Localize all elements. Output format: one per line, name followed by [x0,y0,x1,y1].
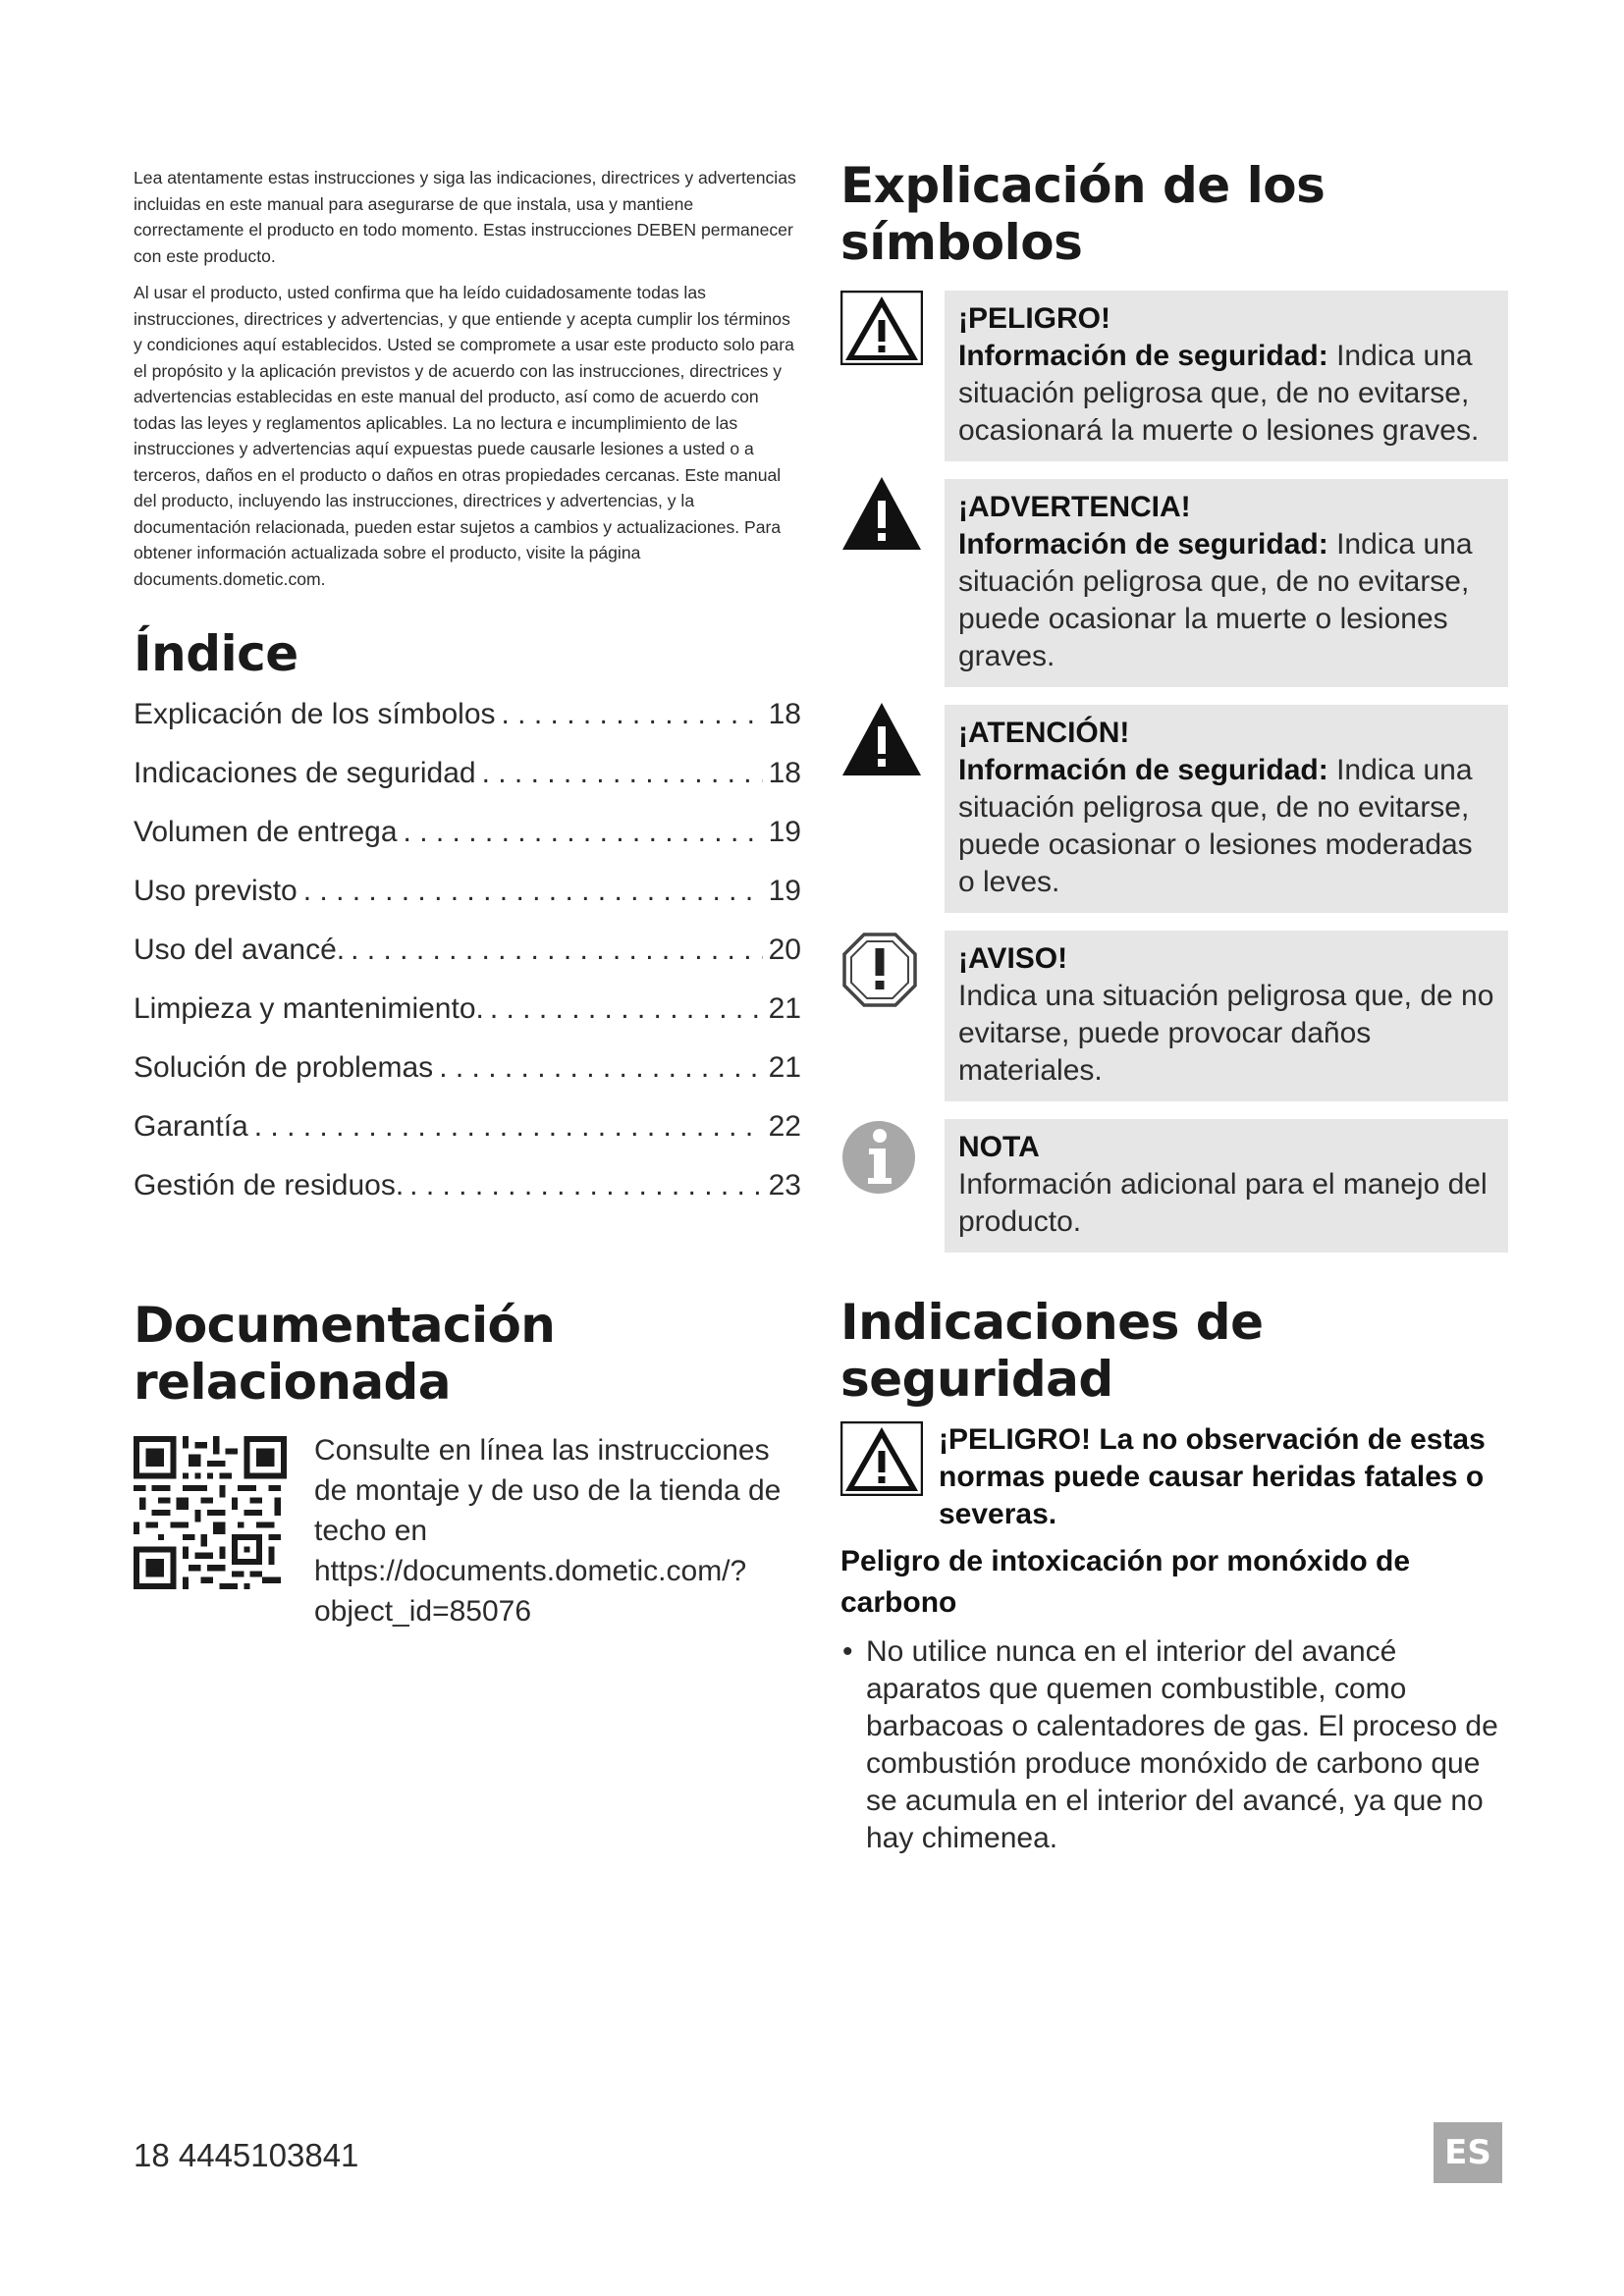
safety-subheading: Peligro de intoxicación por monóxido de carbono [840,1545,1411,1619]
index-title: Índice [134,625,298,682]
safety-bullet-text: No utilice nunca en el interior del avancé aparatos que quemen combustible, como barbacoas o calentadores de gas. El proceso de combustión produce monóxido de carbono que se acumula en el interior del avancé, ya que no hay chimenea. [866,1635,1498,1854]
intro-paragraph-2: Al usar el producto, usted confirma que ha leído cuidadosamente todas las instrucciones, directrices y advertencias, y que entiende y acepta cumplir los términos y condiciones aquí establecidos. Usted se compromete a usar este producto solo para el propósito y la aplicación previstos y de acuerdo con las instrucciones, directrices y advertencias establecidas en este manual del producto, así como de acuerdo con todas las leyes y reglamentos aplicables. La no lectura e incumplimiento de las instrucciones y advertencias aquí expuestas puede causarle lesiones a usted o a terceros, daños en el producto o daños en otras propiedades cercanas. Este manual del producto, incluyendo las instrucciones, directrices y advertencias, y la documentación relacionada, pueden estar sujetos a cambios y actualizaciones. Para obtener información actualizada sobre el producto, visite la página documents.dometic.com. [134,283,794,589]
symbol-danger [840,291,1508,461]
safety-danger-block [840,1421,1508,1533]
toc-item[interactable]: Indicaciones de seguridad . . . 18 [134,757,801,816]
safety-danger-text: ¡PELIGRO! La no observación de estas normas puede causar heridas fatales o severas. [939,1423,1486,1530]
symbol-description: Indica una situación peligrosa que, de no evitarse, puede provocar daños materiales. [958,980,1494,1087]
left-column [134,165,801,1631]
related-docs-title: Documentación relacionada [134,1297,556,1411]
related-docs-text: Consulte en línea las instrucciones de montaje y de uso de la tienda de techo en https://documents.dometic.com/?object_id=85076 [314,1434,782,1628]
symbol-heading: ¡AVISO! [958,942,1068,975]
safety-title: Indicaciones de seguridad [840,1294,1264,1408]
safety-info-label: Información de seguridad: [958,528,1337,561]
symbol-caution [840,705,1508,913]
symbol-notice [840,931,1508,1101]
language-badge: ES [1434,2122,1502,2183]
symbol-note [840,1119,1508,1253]
symbol-heading: NOTA [958,1131,1040,1163]
right-column [840,157,1508,1857]
symbol-note-box [945,1119,1508,1253]
intro-paragraph-1: Lea atentamente estas instrucciones y siga las indicaciones, directrices y advertencias incluidas en este manual para asegurarse de que instala, usa y mantiene correctamente el producto en todo momento. Estas instrucciones DEBEN permanecer con este producto. [134,168,796,266]
bullet-icon: • [842,1635,853,1668]
notice-octagon-icon [840,931,919,1009]
warning-triangle-icon [840,475,923,552]
symbol-warning [840,479,1508,687]
symbol-heading: ¡ADVERTENCIA! [958,491,1191,523]
symbol-description: Indica una situación peligrosa que, de no evitarse, ocasionará la muerte o lesiones graves. [958,340,1480,447]
intro-text [134,165,801,592]
symbol-heading: ¡ATENCIÓN! [958,717,1130,749]
danger-warning-icon [840,1421,923,1496]
toc-item[interactable]: Solución de problemas . . . 21 [134,1051,801,1110]
toc-item[interactable]: Uso del avancé. . . . 20 [134,934,801,992]
safety-info-label: Información de seguridad: [958,754,1337,786]
symbol-description: Información adicional para el manejo del producto. [958,1168,1488,1238]
symbol-heading: ¡PELIGRO! [958,302,1110,335]
info-icon [840,1119,917,1196]
toc-item[interactable]: Garantía . . . 22 [134,1110,801,1169]
qr-code-icon[interactable] [134,1436,287,1589]
list-item [840,1633,1508,1857]
table-of-contents [134,698,801,1228]
symbol-description: Indica una situación peligrosa que, de no evitarse, puede ocasionar o lesiones moderadas o leves. [958,754,1473,898]
toc-item[interactable]: Uso previsto . . . 19 [134,875,801,934]
symbols-title: Explicación de los símbolos [840,157,1326,271]
toc-item[interactable]: Gestión de residuos. . . . 23 [134,1169,801,1228]
symbol-warning-box [945,479,1508,687]
toc-item[interactable]: Limpieza y mantenimiento. . . . 21 [134,992,801,1051]
symbol-notice-box [945,931,1508,1101]
page-code: 18 4445103841 [134,2137,359,2173]
toc-item[interactable]: Explicación de los símbolos . . . 18 [134,698,801,757]
related-docs-section [134,1430,801,1631]
symbol-danger-box [945,291,1508,461]
danger-warning-icon [840,291,923,365]
symbol-description: Indica una situación peligrosa que, de no evitarse, puede ocasionar la muerte o lesiones graves. [958,528,1473,672]
safety-info-label: Información de seguridad: [958,340,1337,372]
caution-triangle-icon [840,701,923,777]
symbol-caution-box [945,705,1508,913]
toc-item[interactable]: Volumen de entrega . . . 19 [134,816,801,875]
